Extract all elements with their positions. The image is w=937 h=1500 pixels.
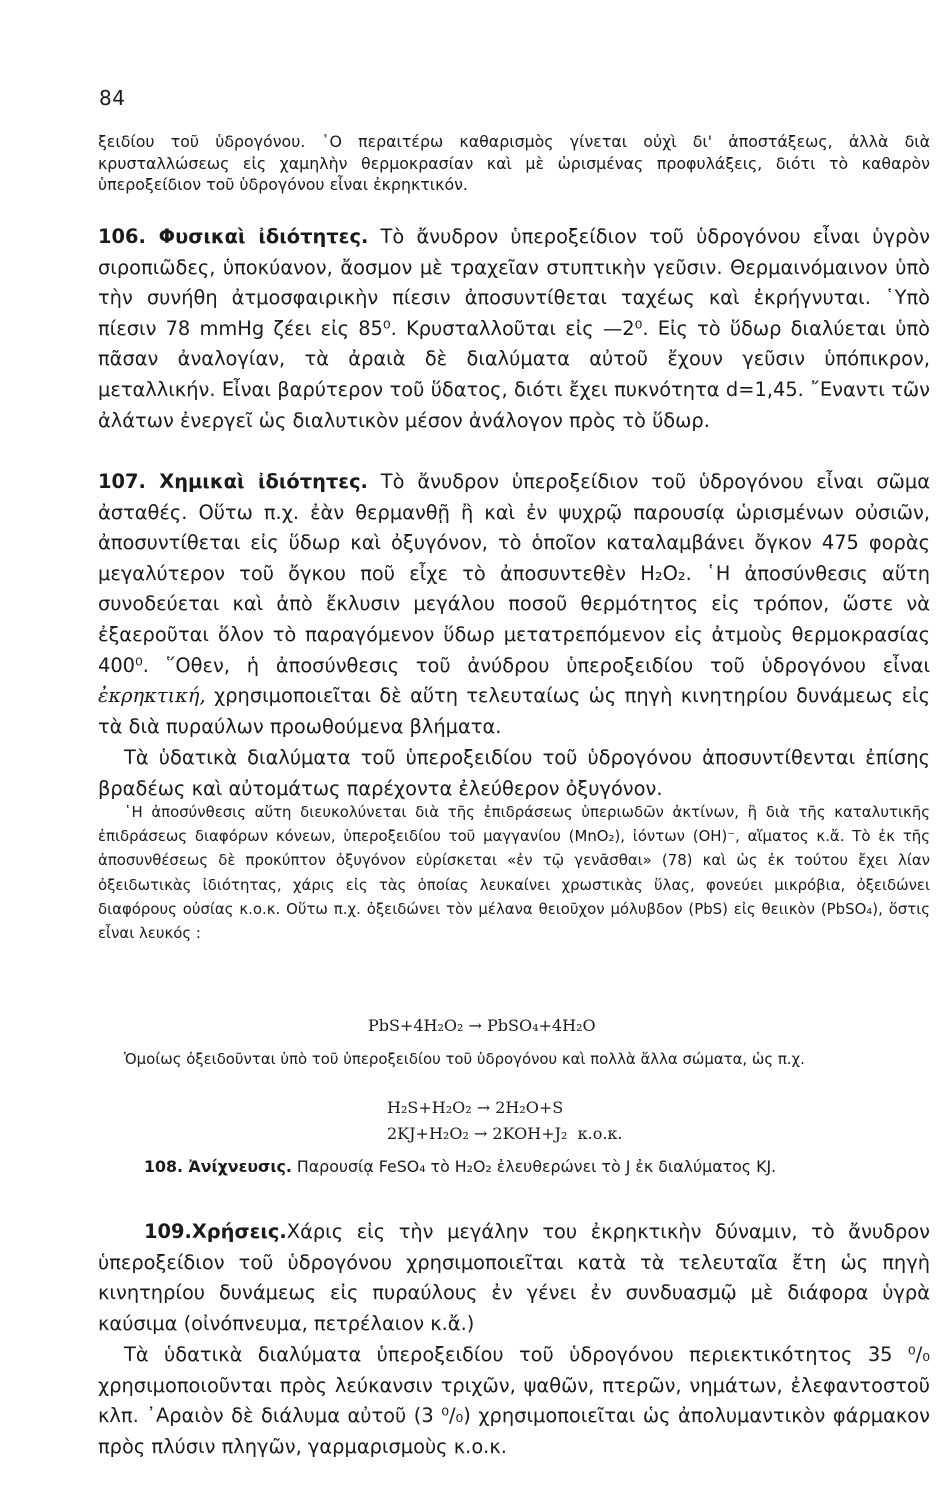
section-107-emphasis: ἐκρηκτική, xyxy=(98,684,206,708)
section-107-note-1 xyxy=(98,800,930,945)
equation-pbs: PbS+4H₂O₂ → PbSO₄+4H₂O xyxy=(368,1016,596,1035)
note-1-text: ῾Η ἀποσύνθεσις αὕτη διευκολύνεται διὰ τῆς ἐπιδράσεως ὑπεριωδῶν ἀκτίνων, ἢ διὰ τῆς καταλυτικῆς ἐπιδράσεως διαφόρων κόνεων, ὑπεροξειδίου τοῦ μαγγανίου (MnO₂), ἰόντων (OH)⁻, αἵματος κ.ἄ. Τὸ ἐκ τῆς ἀποσυνθέσεως δὲ προκύπτον ὀξυγόνον εὑρίσκεται «ἐν τῷ γενᾶσθαι» (78) καὶ ὡς ἐκ τούτου ἔχει λίαν ὀξειδωτικὰς ἰδιότητας, χάρις εἰς τὰς ὁποίας λευκαίνει χρωστικὰς ὕλας, φονεύει μικρόβια, ὀξειδώνει διαφόρους οὐσίας κ.ο.κ. Οὕτω π.χ. ὀξειδώνει τὸν μέλανα θειοῦχον μόλυβδον (PbS) εἰς θειικὸν (PbSO₄), ὅστις εἶναι λευκός : xyxy=(98,803,930,943)
section-109 xyxy=(98,1217,930,1339)
intro-paragraph xyxy=(98,131,930,196)
section-108 xyxy=(98,1155,930,1179)
note-2-text: Ὁμοίως ὀξειδοῦνται ὑπὸ τοῦ ὑπεροξειδίου τοῦ ὑδρογόνου καὶ πολλὰ ἄλλα σώματα, ὡς π.χ. xyxy=(124,1050,805,1068)
section-107-text: Τὸ ἄνυδρον ὑπεροξείδιον τοῦ ὑδρογόνου εἶναι σῶμα ἀσταθές. Οὕτω π.χ. ἐὰν θερμανθῇ ἢ καὶ ἐν ψυχρῷ παρουσίᾳ ὡρισμένων οὐσιῶν, ἀποσυντίθεται εἰς ὕδωρ καὶ ὀξυγόνον, τὸ ὁποῖον καταλαμβάνει ὄγκον 475 φορὰς μεγαλύτερον τοῦ ὄγκου ποῦ εἶχε τὸ ἀποσυντεθὲν H₂O₂. ῾Η ἀποσύνθεσις αὕτη συνοδεύεται καὶ ἀπὸ ἔκλυσιν μεγάλου ποσοῦ θερμότητος εἰς τρόπον, ὥστε νὰ ἐξαεροῦται ὅλον τὸ παραγόμενον ὕδωρ μετατρεπόμενον εἰς ἀτμοὺς θερμοκρασίας 400⁰. ῞Οθεν, ἡ ἀποσύνθεσις τοῦ ἀνύδρου ὑπεροξειδίου τοῦ ὑδρογόνου εἶναι xyxy=(98,470,930,677)
equation-h2s: H₂S+H₂O₂ → 2H₂O+S xyxy=(387,1098,564,1117)
section-106-heading: 106. Φυσικαὶ ἰδιότητες. xyxy=(98,225,369,248)
section-109-para2-text: Τὰ ὑδατικὰ διαλύματα ὑπεροξειδίου τοῦ ὑδρογόνου περιεκτικότητος 35 ⁰/₀ χρησιμοποιοῦνται πρὸς λεύκανσιν τριχῶν, ψαθῶν, πτερῶν, νημάτων, ἐλεφαντοστοῦ κλπ. ᾿Αραιὸν δὲ διάλυμα αὐτοῦ (3 ⁰/₀) χρησιμοποιεῖται ὡς ἀπολυμαντικὸν φάρμακον πρὸς πλύσιν πληγῶν, γαρμαρισμοὺς κ.ο.κ. xyxy=(98,1343,930,1458)
section-109-paragraph-2 xyxy=(98,1340,930,1462)
section-108-text: Παρουσίᾳ FeSO₄ τὸ H₂O₂ ἐλευθερώνει τὸ J ἐκ διαλύματος KJ. xyxy=(291,1157,777,1176)
section-107-note-2 xyxy=(98,1047,930,1071)
section-107-para2-text: Τὰ ὑδατικὰ διαλύματα τοῦ ὑπεροξειδίου τοῦ ὑδρογόνου ἀποσυντίθενται ἐπίσης βραδέως καὶ αὐτομάτως παρέχοντα ἐλεύθερον ὀξυγόνον. xyxy=(98,746,930,800)
section-107-text-after: χρησιμοποιεῖται δὲ αὕτη τελευταίως ὡς πηγὴ κινητηρίου δυνάμεως εἰς τὰ διὰ πυραύλων προωθούμενα βλήματα. xyxy=(98,684,930,738)
section-109-heading: 109.Χρήσεις. xyxy=(144,1220,287,1243)
section-107-heading: 107. Χημικαὶ ἰδιότητες. xyxy=(98,470,368,493)
page-number: 84 xyxy=(99,86,126,110)
section-109-text: Χάρις εἰς τὴν μεγάλην του ἐκρηκτικὴν δύναμιν, τὸ ἄνυδρον ὑπεροξείδιον τοῦ ὑδρογόνου χρησιμοποιεῖται κατὰ τὰ τελευταῖα ἔτη ὡς πηγὴ κινητηρίου δυνάμεως εἰς πυραύλους ἐν γένει ἐν συνδυασμῷ μὲ διάφορα ὑγρὰ καύσιμα (οἰνόπνευμα, πετρέλαιον κ.ἄ.) xyxy=(98,1220,930,1335)
section-106-text: Τὸ ἄνυδρον ὑπεροξείδιον τοῦ ὑδρογόνου εἶναι ὑγρὸν σιροπιῶδες, ὑποκύανον, ἄοσμον μὲ τραχεῖαν στυπτικὴν γεῦσιν. Θερμαινόμαινον ὑπὸ τὴν συνήθη ἀτμοσφαιρικὴν πίεσιν ἀποσυντίθεται ταχέως καὶ ἐκρήγνυται. ῾Υπὸ πίεσιν 78 mmHg ζέει εἰς 85⁰. Κρυσταλλοῦται εἰς —2⁰. Εἰς τὸ ὕδωρ διαλύεται ὑπὸ πᾶσαν ἀναλογίαν, τὰ ἀραιὰ δὲ διαλύματα αὐτοῦ ἔχουν γεῦσιν ὑπόπικρον, μεταλλικήν. Εἶναι βαρύτερον τοῦ ὕδατος, διότι ἔχει πυκνότητα d=1,45. ῎Εναντι τῶν ἀλάτων ἐνεργεῖ ὡς διαλυτικὸν μέσον ἀνάλογον πρὸς τὸ ὕδωρ. xyxy=(98,225,930,432)
equation-kj: 2KJ+H₂O₂ → 2KOH+J₂ κ.ο.κ. xyxy=(387,1124,623,1143)
section-107 xyxy=(98,467,930,742)
section-108-heading: 108. Ἀνίχνευσις. xyxy=(144,1157,292,1176)
section-106 xyxy=(98,222,930,436)
section-107-paragraph-2 xyxy=(98,743,930,804)
intro-text: ξειδίου τοῦ ὑδρογόνου. ῾Ο περαιτέρω καθαρισμὸς γίνεται οὐχὶ δι' ἀποστάξεως, ἀλλὰ διὰ κρυσταλλώσεως εἰς χαμηλὴν θερμοκρασίαν καὶ μὲ ὡρισμένας προφυλάξεις, διότι τὸ καθαρὸν ὑπεροξείδιον τοῦ ὑδρογόνου εἶναι ἐκρηκτικόν. xyxy=(98,132,930,194)
